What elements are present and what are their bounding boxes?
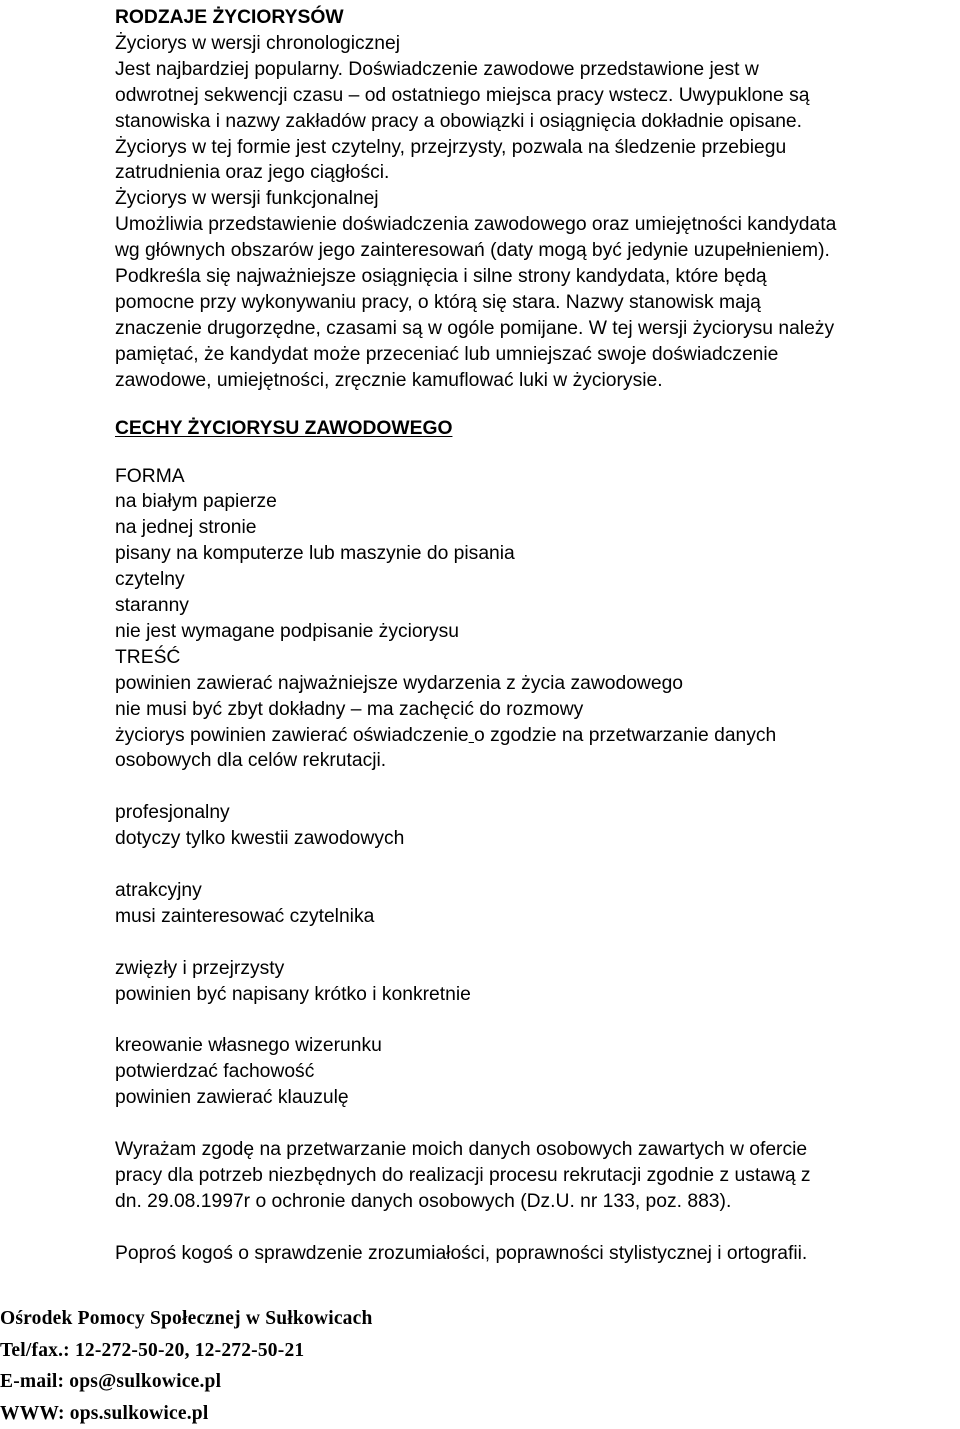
list-item: nie musi być zbyt dokładny – ma zachęcić do rozmowy xyxy=(115,697,960,723)
list-item: nie jest wymagane podpisanie życiorysu xyxy=(115,619,960,645)
group-title-concise: zwięzły i przejrzysty xyxy=(115,956,960,982)
footer-email: E-mail: ops@sulkowice.pl xyxy=(0,1366,373,1398)
footer-organization: Ośrodek Pomocy Społecznej w Sułkowicach xyxy=(0,1303,373,1335)
list-item: musi zainteresować czytelnika xyxy=(115,904,960,930)
section-title-features: CECHY ŻYCIORYSU ZAWODOWEGO xyxy=(115,416,960,442)
group-title-professional: profesjonalny xyxy=(115,800,960,826)
paragraph-line: pamiętać, że kandydat może przeceniać lub umniejszać swoje doświadczenie xyxy=(115,342,960,368)
list-item: na jednej stronie xyxy=(115,515,960,541)
list-item: powinien być napisany krótko i konkretnie xyxy=(115,982,960,1008)
consent-text-a: życiorys powinien zawierać oświadczenie xyxy=(115,725,469,746)
subheading-tresc: TREŚĆ xyxy=(115,645,960,671)
consent-text-b: o zgodzie na przetwarzanie danych xyxy=(474,725,776,746)
paragraph-line: Umożliwia przedstawienie doświadczenia zawodowego oraz umiejętności kandydata xyxy=(115,212,960,238)
list-item: czytelny xyxy=(115,567,960,593)
paragraph-line: Podkreśla się najważniejsze osiągnięcia i silne strony kandydata, które będą xyxy=(115,264,960,290)
list-item: potwierdzać fachowość xyxy=(115,1059,960,1085)
paragraph-line: Jest najbardziej popularny. Doświadczenie zawodowe przedstawione jest w xyxy=(115,57,960,83)
paragraph-line: stanowiska i nazwy zakładów pracy a obowiązki i osiągnięcia dokładnie opisane. xyxy=(115,109,960,135)
spacer xyxy=(115,1215,960,1241)
subheading-chronological: Życiorys w wersji chronologicznej xyxy=(115,31,960,57)
group-title-image: kreowanie własnego wizerunku xyxy=(115,1033,960,1059)
list-item: osobowych dla celów rekrutacji. xyxy=(115,748,960,774)
paragraph-line: Życiorys w tej formie jest czytelny, przejrzysty, pozwala na śledzenie przebiegu xyxy=(115,135,960,161)
section-title-types: RODZAJE ŻYCIORYSÓW xyxy=(115,5,960,31)
subheading-functional: Życiorys w wersji funkcjonalnej xyxy=(115,186,960,212)
spacer xyxy=(115,930,960,956)
paragraph-line: odwrotnej sekwencji czasu – od ostatniego miejsca pracy wstecz. Uwypuklone są xyxy=(115,83,960,109)
paragraph-line: znaczenie drugorzędne, czasami są w ogóle pomijane. W tej wersji życiorysu należy xyxy=(115,316,960,342)
spacer xyxy=(115,394,960,416)
list-item: staranny xyxy=(115,593,960,619)
subheading-forma: FORMA xyxy=(115,464,960,490)
final-note: Poproś kogoś o sprawdzenie zrozumiałości, poprawności stylistycznej i ortografii. xyxy=(115,1241,960,1267)
paragraph-line: zawodowe, umiejętności, zręcznie kamuflować luki w życiorysie. xyxy=(115,368,960,394)
clause-line: Wyrażam zgodę na przetwarzanie moich danych osobowych zawartych w ofercie xyxy=(115,1137,960,1163)
clause-line: pracy dla potrzeb niezbędnych do realizacji procesu rekrutacji zgodnie z ustawą z xyxy=(115,1163,960,1189)
paragraph-line: wg głównych obszarów jego zainteresowań (daty mogą być jedynie uzupełnieniem). xyxy=(115,238,960,264)
spacer xyxy=(115,1111,960,1137)
clause-line: dn. 29.08.1997r o ochronie danych osobowych (Dz.U. nr 133, poz. 883). xyxy=(115,1189,960,1215)
list-item: powinien zawierać najważniejsze wydarzenia z życia zawodowego xyxy=(115,671,960,697)
paragraph-line: pomocne przy wykonywaniu pracy, o którą się stara. Nazwy stanowisk mają xyxy=(115,290,960,316)
footer-contact xyxy=(0,1303,373,1429)
spacer xyxy=(115,1007,960,1033)
list-item: powinien zawierać klauzulę xyxy=(115,1085,960,1111)
group-title-attractive: atrakcyjny xyxy=(115,878,960,904)
consent-requirement-line xyxy=(115,723,960,749)
list-item: na białym papierze xyxy=(115,489,960,515)
document-body xyxy=(115,5,960,1267)
spacer xyxy=(115,442,960,464)
list-item: pisany na komputerze lub maszynie do pisania xyxy=(115,541,960,567)
footer-www: WWW: ops.sulkowice.pl xyxy=(0,1398,373,1429)
spacer xyxy=(115,852,960,878)
paragraph-line: zatrudnienia oraz jego ciągłości. xyxy=(115,160,960,186)
footer-phone: Tel/fax.: 12-272-50-20, 12-272-50-21 xyxy=(0,1335,373,1367)
spacer xyxy=(115,774,960,800)
list-item: dotyczy tylko kwestii zawodowych xyxy=(115,826,960,852)
